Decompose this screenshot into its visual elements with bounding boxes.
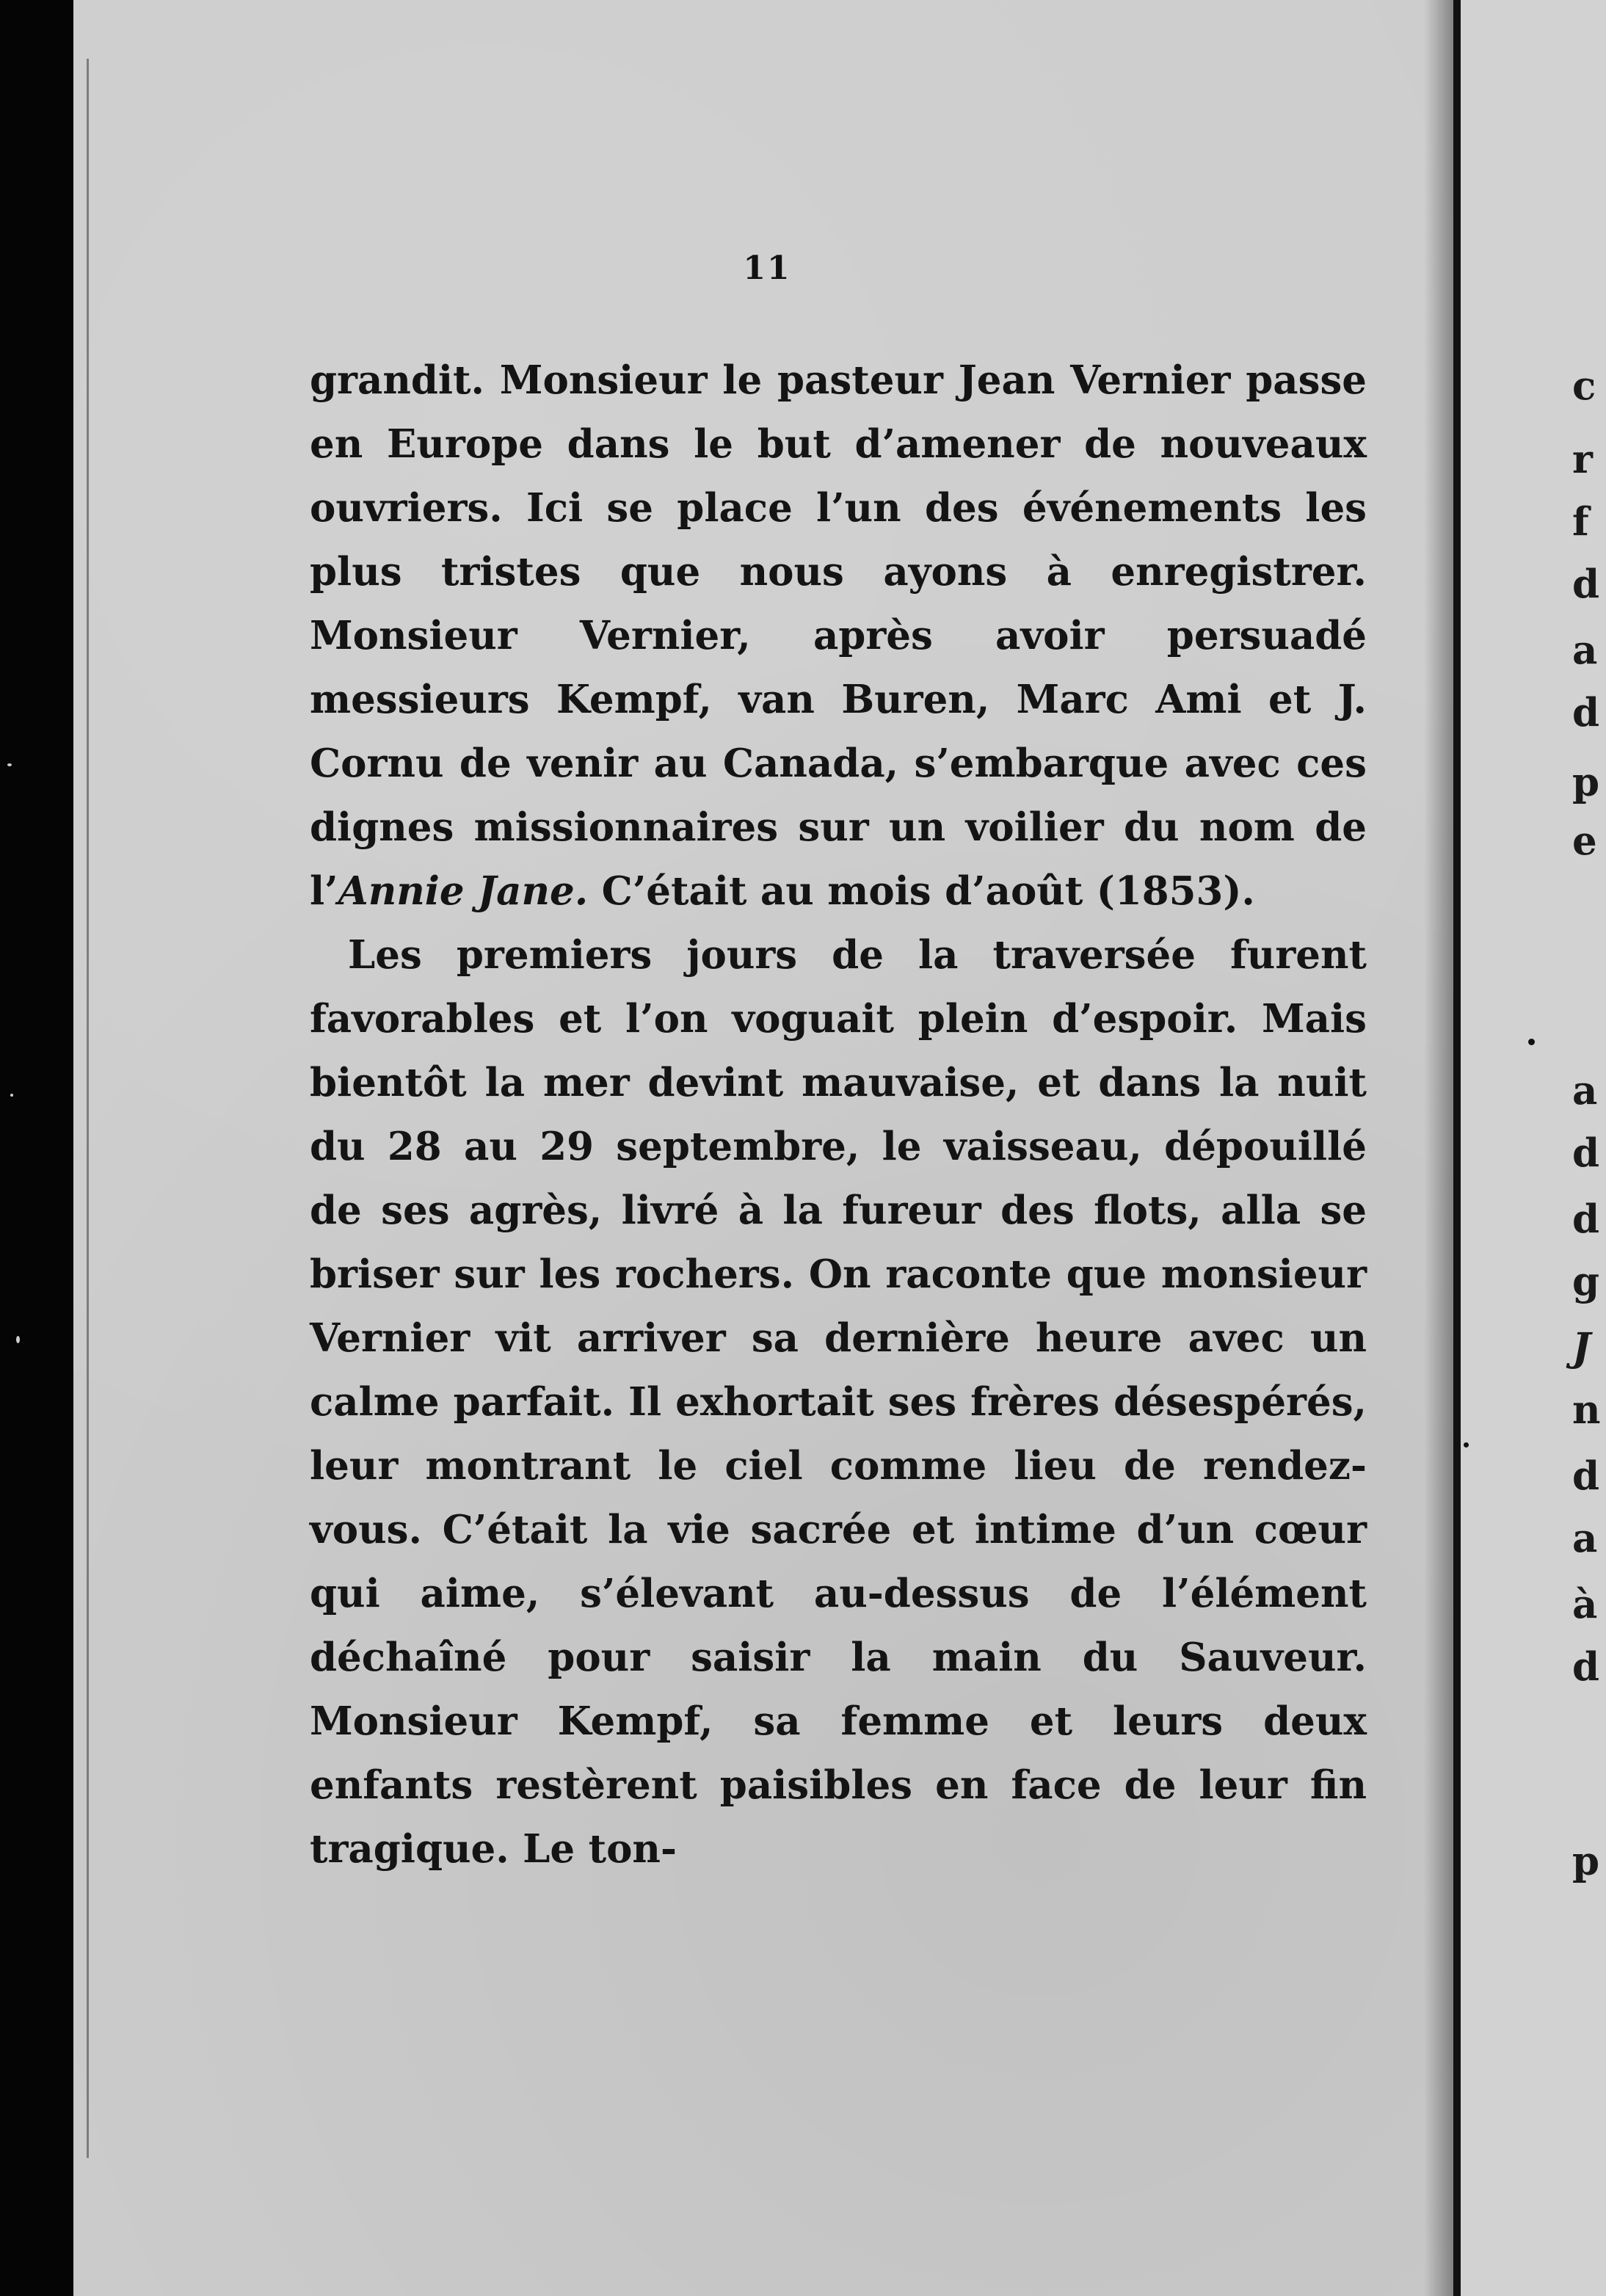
facing-fragment: c: [1572, 363, 1596, 409]
facing-fragment: n: [1572, 1387, 1601, 1433]
paragraph-1-tail: C’était au mois d’août (1853).: [588, 868, 1255, 914]
paragraph-1-text: grandit. Monsieur le pasteur Jean Vernier passe en Europe dans le but d’amener de nouveaux ouvriers. Ici se place l’un des événements les plus tristes que nous ayons à enregistrer. Monsieur Vernier, après avoir persuadé messieurs Kempf, van Buren, Marc Ami et J. Cornu de venir au Canada, s’embarque avec ces dignes missionnaires sur un voilier du nom de l’: [310, 357, 1367, 914]
facing-fragment: a: [1572, 628, 1598, 673]
scan-speck: [16, 1336, 20, 1343]
facing-fragment: a: [1572, 1516, 1598, 1561]
page-divider: [1453, 0, 1461, 2296]
facing-fragment: f: [1572, 499, 1589, 545]
paragraph-1: [310, 349, 1367, 923]
ink-dot: [1464, 1442, 1469, 1447]
gutter-shadow: [1424, 0, 1453, 2296]
facing-fragment: d: [1572, 1196, 1600, 1242]
paragraph-2: Les premiers jours de la traversée furent favorables et l’on voguait plein d’espoir. Mais bientôt la mer devint mauvaise, et dans la nuit du 28 au 29 septembre, le vaisseau, dépouillé de ses agrès, livré à la fureur des flots, alla se briser sur les rochers. On raconte que monsieur Vernier vit arriver sa dernière heure avec un calme parfait. Il exhortait ses frères désespérés, leur montrant le ciel comme lieu de rendez-vous. C’était la vie sacrée et intime d’un cœur qui aime, s’élevant au-dessus de l’élément déchaîné pour saisir la main du Sauveur. Monsieur Kempf, sa femme et leurs deux enfants restèrent paisibles en face de leur fin tragique. Le ton-: [310, 932, 1367, 1872]
body-text: [310, 349, 1367, 1881]
scan-speck: [10, 1094, 13, 1097]
facing-fragment: g: [1572, 1259, 1600, 1304]
facing-fragment: r: [1572, 437, 1593, 482]
facing-fragment: à: [1572, 1582, 1598, 1627]
facing-fragment: d: [1572, 1453, 1600, 1499]
facing-fragment: p: [1572, 1839, 1600, 1884]
facing-fragment: d: [1572, 1644, 1600, 1690]
scan-speck: [7, 763, 12, 766]
scan-border-left: [0, 0, 73, 2296]
facing-fragment: a: [1572, 1068, 1598, 1114]
ink-dot: [1528, 1039, 1535, 1045]
facing-page: [1461, 0, 1606, 2296]
ship-name: Annie Jane.: [338, 868, 589, 914]
facing-fragment: d: [1572, 562, 1600, 607]
facing-fragment: J: [1572, 1325, 1591, 1370]
facing-fragment: d: [1572, 690, 1600, 735]
facing-fragment: p: [1572, 760, 1600, 805]
page-number: 11: [743, 250, 791, 287]
page-edge-line: [87, 59, 89, 2158]
book-page: [73, 0, 1453, 2296]
facing-fragment: d: [1572, 1130, 1600, 1176]
facing-fragment: e: [1572, 818, 1597, 864]
